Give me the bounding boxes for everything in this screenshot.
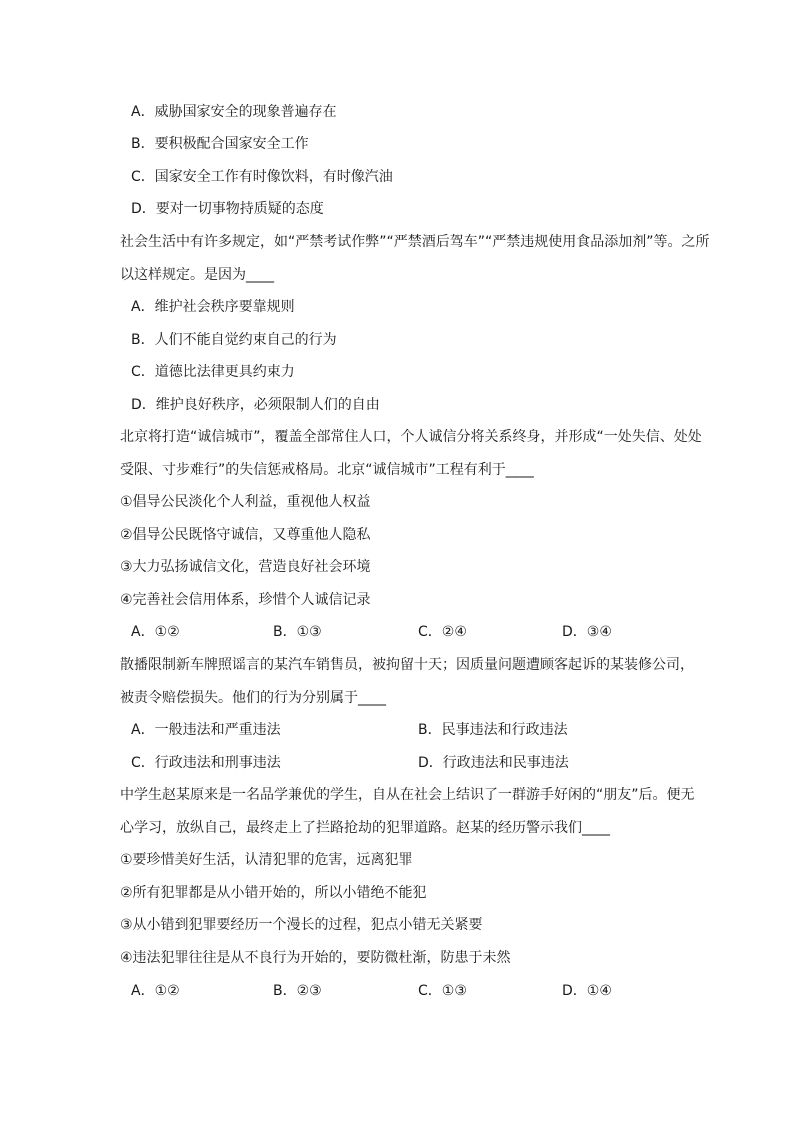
q3-item-1: ①倡导公民淡化个人利益，重视他人权益 (120, 494, 371, 510)
q5-item-4: ④违法犯罪往往是从不良行为开始的，要防微杜渐，防患于未然 (120, 950, 511, 966)
q1-option-c: C．国家安全工作有时像饮料，有时像汽油 (131, 169, 393, 185)
q5-item-2: ②所有犯罪都是从小错开始的，所以小错绝不能犯 (120, 885, 427, 901)
q5-option-a: A．①② (131, 983, 180, 999)
q3-option-c: C．②④ (418, 624, 467, 640)
q1-option-a: A．威胁国家安全的现象普遍存在 (131, 104, 337, 120)
q4-stem-line-1: 散播限制新车牌照谣言的某汽车销售员，被拘留十天；因质量问题遭顾客起诉的某装修公司， (120, 657, 694, 673)
q4-stem-line-2: 被责令赔偿损失。他们的行为分别属于____ (120, 690, 386, 706)
q1-option-d: D．要对一切事物持质疑的态度 (131, 201, 324, 217)
q4-option-c: C．行政违法和刑事违法 (131, 755, 281, 771)
q2-option-b: B．人们不能自觉约束自己的行为 (131, 332, 337, 348)
q5-option-c: C．①③ (418, 983, 467, 999)
q4-option-b: B．民事违法和行政违法 (418, 722, 568, 738)
q5-item-3: ③从小错到犯罪要经历一个漫长的过程，犯点小错无关紧要 (120, 917, 483, 933)
q5-option-b: B．②③ (273, 983, 322, 999)
q5-option-d: D．①④ (562, 983, 612, 999)
q3-option-d: D．③④ (562, 624, 612, 640)
q3-item-3: ③大力弘扬诚信文化，营造良好社会环境 (120, 559, 371, 575)
q2-option-c: C．道德比法律更具约束力 (131, 364, 295, 380)
q3-option-a: A．①② (131, 624, 180, 640)
q1-option-b: B．要积极配合国家安全工作 (131, 136, 309, 152)
q5-stem-line-2: 心学习，放纵自己，最终走上了拦路抢劫的犯罪道路。赵某的经历警示我们____ (120, 820, 610, 836)
q3-stem-line-1: 北京将打造“诚信城市”，覆盖全部常住人口，个人诚信分将关系终身，并形成“一处失信、处处 (120, 429, 702, 445)
q2-option-a: A．维护社会秩序要靠规则 (131, 299, 295, 315)
q2-option-d: D．维护良好秩序，必须限制人们的自由 (131, 397, 380, 413)
q3-stem-line-2: 受限、寸步难行”的失信惩戒格局。北京“诚信城市”工程有利于____ (120, 462, 534, 478)
q2-stem-line-1: 社会生活中有许多规定，如“严禁考试作弊”“严禁酒后驾车”“严禁违规使用食品添加剂”等。之所 (120, 234, 710, 250)
q4-option-a: A．一般违法和严重违法 (131, 722, 281, 738)
q3-option-b: B．①③ (273, 624, 322, 640)
q4-option-d: D．行政违法和民事违法 (418, 755, 569, 771)
q2-stem-line-2: 以这样规定。是因为____ (120, 267, 274, 283)
q5-stem-line-1: 中学生赵某原来是一名品学兼优的学生，自从在社会上结识了一群游手好闲的“朋友”后。便无 (120, 787, 695, 803)
q3-item-2: ②倡导公民既恪守诚信，又尊重他人隐私 (120, 527, 371, 543)
q5-item-1: ①要珍惜美好生活，认清犯罪的危害，远离犯罪 (120, 852, 413, 868)
q3-item-4: ④完善社会信用体系，珍惜个人诚信记录 (120, 592, 371, 608)
